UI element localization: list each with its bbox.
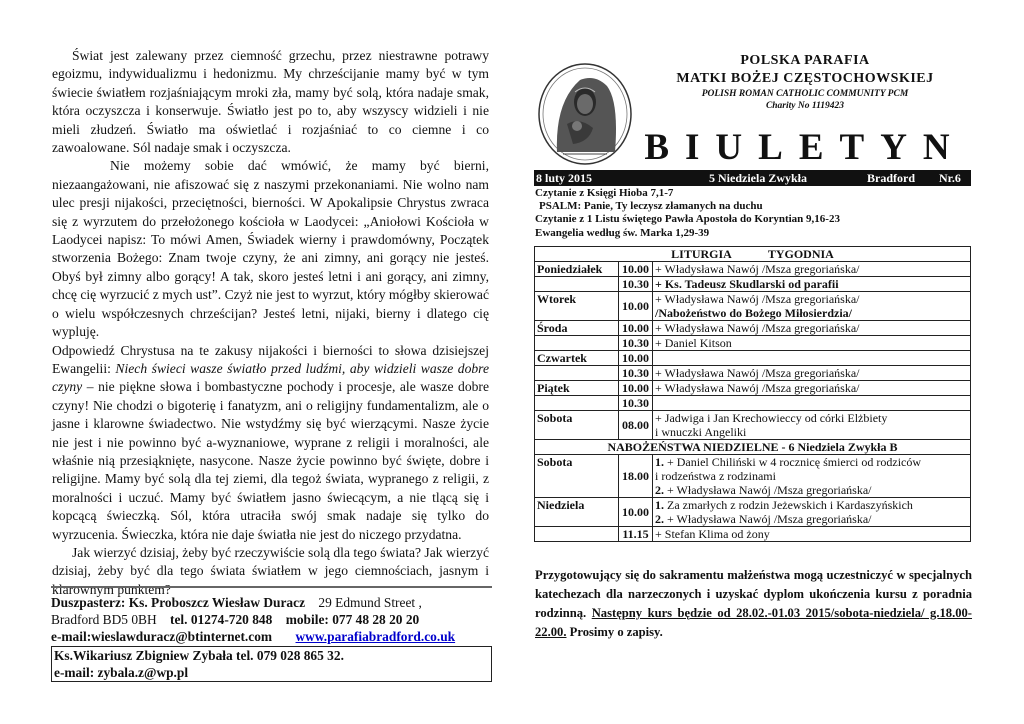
hour-cell: 10.00 — [619, 498, 653, 527]
table-row — [535, 527, 971, 542]
bulletin-title: BIULETYN — [644, 127, 966, 168]
day-cell — [535, 396, 619, 411]
intention-line: /Nabożeństwo do Bożego Miłosierdzia/ — [655, 306, 852, 320]
day-cell — [535, 277, 619, 292]
mass-schedule — [534, 246, 971, 542]
intention-cell: + Władysława Nawój /Msza gregoriańska/ — [653, 381, 971, 396]
table-row — [535, 277, 971, 292]
parish-website-link[interactable]: www.parafiabradford.co.uk — [295, 629, 456, 644]
homily-paragraph-2: Nie możemy sobie dać wmówić, że mamy być bierni, niezaangażowani, nie afiszować się z naszymi przekonaniami. Nie wolno nam ulec presji nijakości, przeciętności, bierności. W Apokalipsie Chrystus zwraca się z wyrzutem do przełożonego kościoła w Laodycei: „Aniołowi Kościoła w Laodycei napisz: To mówi Amen, Świadek wierny i prawdomówny, Początek stworzenia Bożego: Znam twoje czyny, że ani zimny, ani gorący nie jesteś. Obyś był zimny albo gorący! A tak, skoro jesteś letni i ani gorący, ani zimny, chcę cię wyrzucić z mych ust”. Czyż nie jest to wyrzut, który mógłby skierować o wielu współczesnych chrześcijan? Jesteś letni, nijaki, bierny i dlatego cię wypluję. — [52, 158, 489, 340]
day-cell: Poniedziałek — [535, 262, 619, 277]
schedule-header-cell — [535, 247, 971, 262]
table-row — [535, 498, 971, 527]
marriage-course-notice — [535, 566, 972, 642]
hour-cell: 08.00 — [619, 411, 653, 440]
day-cell: Środa — [535, 321, 619, 336]
table-row — [535, 321, 971, 336]
intention-cell — [653, 351, 971, 366]
psalm: PSALM: Panie, Ty leczysz złamanych na duchu — [539, 200, 763, 213]
hour-cell: 10.30 — [619, 277, 653, 292]
intention-cell: + Daniel Kitson — [653, 336, 971, 351]
bulletin-date: 8 luty 2015 — [536, 171, 593, 185]
homily-paragraph-1: Świat jest zalewany przez ciemność grzechu, przez niestrawne potrawy egoizmu, indywidualizmu i hedonizmu. My chrześcijanie mamy być w tym świecie światłem rozjaśniającym mroki zła, mamy być solą, która nadaje smak, która oczyszcza i konserwuje. Światło jest po to, aby wszyscy widzieli i nie mieli złudzeń. Światło ma oświetlać i rozjaśniać to co ciemne i co zawoalowane. Sól nadaje smak i oczyszcza. — [52, 48, 489, 156]
intention-cell — [653, 455, 971, 498]
homily-text — [52, 47, 489, 599]
intention-line: i wnuczki Angeliki — [655, 425, 747, 439]
intention-line: + Władysława Nawój /Msza gregoriańska/ — [655, 292, 860, 306]
bulletin-place: Bradford — [867, 171, 915, 185]
date-bar — [534, 170, 971, 186]
item-number: 1. — [655, 455, 664, 469]
madonna-icon — [535, 62, 635, 167]
schedule-header — [535, 247, 971, 262]
intention-cell: + Stefan Klima od żony — [653, 527, 971, 542]
day-cell: Wtorek — [535, 292, 619, 321]
pastor-line-3 — [51, 628, 492, 645]
intention-text: Za zmarłych z rodzin Jeżewskich i Kardaszyńskich — [664, 498, 913, 512]
vicar-line: Ks.Wikariusz Zbigniew Zybała tel. 079 028 865 32. — [54, 648, 344, 663]
contact-box — [51, 586, 492, 679]
homily-p3-intro: Odpowiedź Chrystusa na te zakusy nijakości i bierności to słowa dzisiejszej Ewangelii: — [52, 342, 489, 376]
bulletin-number: Nr.6 — [939, 171, 961, 185]
intention-line — [655, 483, 968, 497]
intention-line — [655, 455, 968, 469]
readings — [535, 187, 972, 240]
homily-p3-rest: – nie piękne słowa i bombastyczne pochody i procesje, ale wasze dobre czyny! Nie chodzi o bigoterię i fanatyzm, ani o religijny fundamentalizm, ale o jasne i klarowne świadectwo. Nie wstydźmy się być wierzącymi. Nasze życie nie jest i nie powinno być a-wyznaniowe, wyprane z religii i moralności, ale właśnie nią przesiąknięte, nasycone. Nasze życie powinno być święte, dobre i religijne. Mamy być solą dla tej ziemi, dla tegoż świata, wypranego z religii, z moralności i uczuć. Mamy być światłem jasno świecącym, a nie tlącą się i kopcącą świeczką. Sól, która utraciła swój smak nadaje się tylko do wyrzucenia. Świeczka, która nie daje światła nie jest do niczego przydatna. — [52, 379, 489, 542]
intention-cell — [653, 411, 971, 440]
hour-cell: 10.00 — [619, 262, 653, 277]
intention-cell: + Władysława Nawój /Msza gregoriańska/ — [653, 321, 971, 336]
table-row — [535, 351, 971, 366]
hour-cell: 10.30 — [619, 396, 653, 411]
hour-cell: 10.30 — [619, 366, 653, 381]
notice-tail: Prosimy o zapisy. — [566, 625, 663, 639]
day-cell: Sobota — [535, 455, 619, 498]
notice-text: Przygotowujący się do sakramentu małżeństwa mogą uczestniczyć w specjalnych katechezach dla narzeczonych i uzyskać dyplom ukończenia kursu z poradnia rodzinną. — [535, 568, 972, 620]
reading-2: Czytanie z 1 Listu świętego Pawła Apostoła do Koryntian 9,16-23 — [535, 213, 840, 226]
item-number: 2. — [655, 483, 664, 497]
table-row — [535, 336, 971, 351]
intention-cell — [653, 498, 971, 527]
hour-cell: 11.15 — [619, 527, 653, 542]
intention-line — [655, 498, 968, 512]
pastor-postcode: Bradford BD5 0BH — [51, 612, 157, 627]
day-cell — [535, 527, 619, 542]
day-cell: Czwartek — [535, 351, 619, 366]
table-row — [535, 292, 971, 321]
pastor-address: 29 Edmund Street , — [318, 595, 422, 610]
intention-text: + Władysława Nawój /Msza gregoriańska/ — [664, 483, 872, 497]
item-number: 2. — [655, 512, 664, 526]
liturgy-heading: LITURGIA — [671, 247, 732, 261]
intention-text: + Daniel Chiliński w 4 rocznicę śmierci od rodziców — [664, 455, 922, 469]
pastor-name: Duszpasterz: Ks. Proboszcz Wiesław Duracz — [51, 595, 306, 610]
notice-course-dates: Następny kurs będzie od 28.02.-01.03 2015/sobota-niedziela/ g.18.00-22.00. — [535, 606, 973, 639]
parish-name-line-1: POLSKA PARAFIA — [740, 53, 870, 68]
vicar-box — [51, 646, 492, 682]
intention-cell: + Ks. Tadeusz Skudlarski od parafii — [653, 277, 971, 292]
hour-cell: 10.00 — [619, 381, 653, 396]
hour-cell: 18.00 — [619, 455, 653, 498]
day-cell: Niedziela — [535, 498, 619, 527]
intention-line — [655, 512, 968, 526]
intention-cell — [653, 396, 971, 411]
homily-paragraph-3 — [52, 342, 489, 544]
homily-paragraph-4: Jak wierzyć dzisiaj, żeby być rzeczywiście solą dla tego świata? Jak wierzyć dzisiaj, żeby być dla tego świata światłem w jego ciemnościach, jasnym i klarownym punktem? — [52, 544, 489, 597]
parish-name-line-2: MATKI BOŻEJ CZĘSTOCHOWSKIEJ — [676, 71, 934, 86]
hour-cell: 10.00 — [619, 292, 653, 321]
item-number: 1. — [655, 498, 664, 512]
intention-line: i rodzeństwa z rodzinami — [655, 469, 776, 483]
table-row — [535, 455, 971, 498]
intention-cell — [653, 292, 971, 321]
day-cell — [535, 366, 619, 381]
table-row — [535, 366, 971, 381]
pastor-email: e-mail:wieslawduracz@btinternet.com — [51, 629, 273, 644]
table-row — [535, 381, 971, 396]
day-cell — [535, 336, 619, 351]
sunday-services-header — [535, 440, 971, 455]
day-cell: Piątek — [535, 381, 619, 396]
pastor-line-2 — [51, 611, 492, 628]
intention-cell: + Władysława Nawój /Msza gregoriańska/ — [653, 366, 971, 381]
charity-number: Charity No 1119423 — [765, 101, 845, 111]
pastor-mobile: mobile: 077 48 28 20 20 — [285, 612, 420, 627]
reading-1: Czytanie z Księgi Hioba 7,1-7 — [535, 187, 674, 199]
community-name: POLISH ROMAN CATHOLIC COMMUNITY PCM — [701, 89, 909, 99]
sunday-name: 5 Niedziela Zwykła — [709, 171, 807, 185]
hour-cell: 10.00 — [619, 321, 653, 336]
pastor-phone: tel. 01274-720 848 — [170, 612, 273, 627]
intention-text: + Władysława Nawój /Msza gregoriańska/ — [664, 512, 872, 526]
table-row — [535, 396, 971, 411]
pastor-line-1 — [51, 594, 492, 611]
gospel-quote: Niech świeci wasze światło przed ludźmi, aby widzieli wasze dobre czyny — [52, 360, 490, 395]
parish-header — [640, 52, 970, 112]
sunday-services-heading: NABOŻEŃSTWA NIEDZIELNE - 6 Niedziela Zwykła B — [535, 440, 971, 455]
intention-cell: + Władysława Nawój /Msza gregoriańska/ — [653, 262, 971, 277]
hour-cell: 10.30 — [619, 336, 653, 351]
vicar-email: e-mail: zybala.z@wp.pl — [54, 665, 189, 680]
week-heading: TYGODNIA — [767, 247, 834, 261]
day-cell: Sobota — [535, 411, 619, 440]
table-row — [535, 262, 971, 277]
intention-line: + Jadwiga i Jan Krechowieccy od córki Elżbiety — [655, 411, 888, 425]
gospel: Ewangelia według św. Marka 1,29-39 — [535, 226, 710, 239]
hour-cell: 10.00 — [619, 351, 653, 366]
table-row — [535, 411, 971, 440]
